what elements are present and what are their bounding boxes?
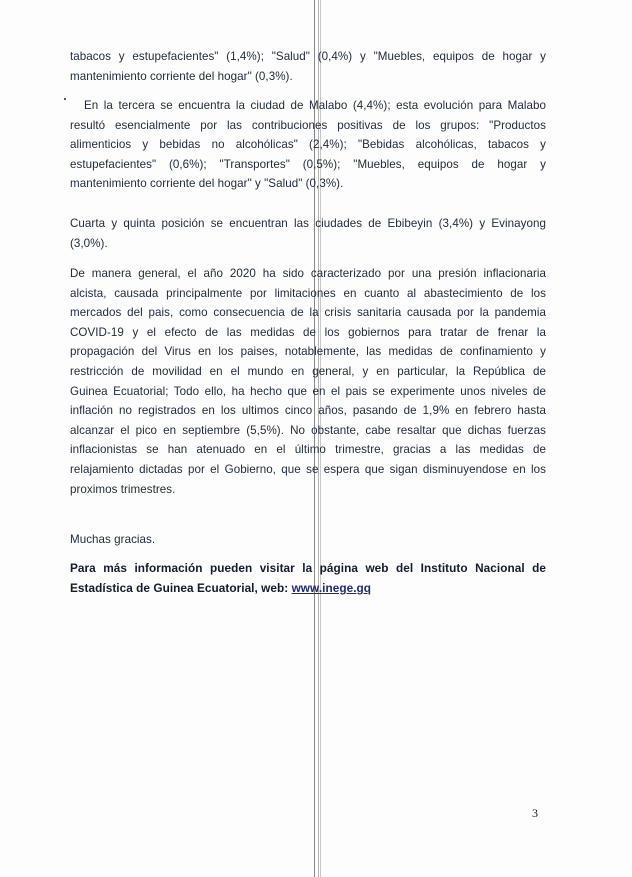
text-line: relajamiento dictadas por el Gobierno, que se espera que sigan disminuyendose en los [70, 462, 546, 476]
text-line: inflacionistas se han atenuado en el último trimestre, gracias a las medidas de [70, 443, 546, 457]
text-line: Cuarta y quinta posición se encuentran las ciudades de Ebibeyin (3,4%) y Evinayong [70, 217, 546, 230]
page-number: 3 [532, 806, 538, 820]
text-line: COVID-19 y el efecto de las medidas de los gobiernos para tratar de frenar la [70, 325, 546, 339]
paragraph-malabo [70, 96, 546, 194]
text-line: alcanzar el pico en septiembre (5,5%). No obstante, cabe resaltar que dichas fuerzas [70, 423, 546, 437]
more-info-text: Estadística de Guinea Ecuatorial, web: [70, 581, 289, 595]
paragraph-cities [70, 214, 546, 253]
text-line: mantenimiento corriente del hogar" (0,3%). [70, 69, 293, 83]
text-line: tabacos y estupefacientes" (1,4%); "Salud" (0,4%) y "Muebles, equipos de hogar y [70, 50, 546, 63]
text-line: mantenimiento corriente del hogar" y "Salud" (0,3%). [70, 177, 344, 191]
text-line: Para más información pueden visitar la página web del Instituto Nacional de [70, 561, 546, 575]
text-line: mercados del pais, como consecuencia de la crisis sanitaria causada por la pandemia [70, 306, 546, 320]
paragraph-continuation [70, 47, 546, 86]
text-line: En la tercera se encuentra la ciudad de Malabo (4,4%); esta evolución para Malabo [84, 99, 546, 112]
text-line: proximos trimestres. [70, 482, 176, 496]
text-line: alcista, causada principalmente por limitaciones en cuanto al abastecimiento de los [70, 286, 546, 300]
scan-speck [64, 98, 66, 100]
text-line: resultó esencialmente por las contribuciones positivas de los grupos: "Productos [70, 118, 546, 132]
text-line: alimenticios y bebidas no alcohólicas" (2,4%); "Bebidas alcohólicas, tabacos y [70, 138, 546, 152]
thanks-line [70, 530, 546, 550]
text-line: Guinea Ecuatorial; Todo ello, ha hecho que en el pais se experimente unos niveles de [70, 384, 546, 398]
text-line: propagación del Virus en los paises, notablemente, las medidas de confinamiento y [70, 345, 546, 359]
text-line [70, 578, 546, 598]
paragraph-general-summary [70, 264, 546, 499]
text-line: estupefacientes" (0,6%); "Transportes" (0,5%); "Muebles, equipos de hogar y [70, 157, 546, 171]
text-line: (3,0%). [70, 236, 108, 250]
text-line: De manera general, el año 2020 ha sido caracterizado por una presión inflacionaria [70, 267, 546, 280]
text-line: inflación no registrados en los ultimos cinco años, pasando de 1,9% en febrero hasta [70, 404, 546, 418]
text-line: restricción de movilidad en el mundo en general, y en particular, la República de [70, 364, 546, 378]
more-info-paragraph [70, 558, 546, 598]
text-line: Muchas gracias. [70, 533, 156, 546]
website-link[interactable]: www.inege.gq [291, 581, 372, 595]
